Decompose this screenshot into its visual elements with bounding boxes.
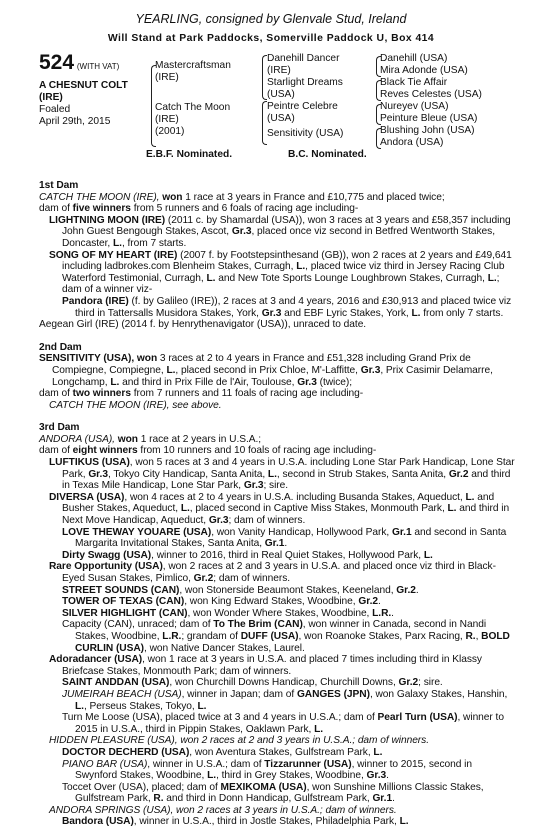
sire-dam-name: Starlight Dreams [267,77,343,88]
second-dam-produce: dam of two winners from 7 runners and 11 foals of racing age including- [39,388,364,400]
produce-piano-bar: PIANO BAR (USA), winner in U.S.A.; dam of Tizzarunner (USA), winner to 2015, second in Swynford Stakes, Woodbine, L., third in Grey Stakes, Woodbine, Gr.3. [62,758,472,782]
produce-adoradancer: Adoradancer (USA), won 1 race at 3 years in U.S.A. and placed 7 times including third in Klassy Briefcase Stakes, Monmouth Park; dam of winners. [49,654,482,677]
produce-toccet-over: Toccet Over (USA), placed; dam of MEXIKOMA (USA), won Sunshine Millions Classic Stakes, Gulfstream Park, R. and third in Donn Handicap, Gulfstream Park, Gr.1. [62,781,484,805]
bc-nomination: B.C. Nominated. [288,149,367,160]
produce-andora-springs: ANDORA SPRINGS (USA), won 2 races at 3 years in U.S.A.; dam of winners. [49,804,397,816]
dam-sire-name: Peintre Celebre [267,101,338,112]
produce-hidden-pleasure: HIDDEN PLEASURE (USA), won 2 races at 2 and 3 years in U.S.A.; dam of winners. [49,735,429,747]
sire-sire-country: (IRE) [267,65,291,76]
ancestor-dds: Blushing John (USA) [380,125,475,136]
sire-dam [267,77,343,101]
g3-ancestors-1 [380,53,468,77]
dam-dam-name: Sensitivity (USA) [267,128,344,139]
produce-rare-opportunity: Rare Opportunity (USA), won 2 races at 2 and 3 years in U.S.A. and placed once viz third in Black-Eyed Susan Stakes, Pimlico, Gr.2; dam of winners. [49,561,496,584]
sire [155,60,231,84]
produce-luftikus: LUFTIKUS (USA), won 5 races at 3 and 4 years in U.S.A. including Lone Star Park Handicap, Lone Star Park, Gr.3, Tokyo City Handicap, Santa Anita, L., second in Strub Stakes, Santa Anita, Gr.2 and third in Texas Mile Handicap, Lone Star Park, Gr.3; sire. [49,457,515,492]
produce-love-theway-youare: LOVE THEWAY YOUARE (USA), won Vanity Handicap, Hollywood Park, Gr.1 and second in Santa Margarita Invitational Stakes, Santa Anita, Gr.1. [62,526,507,550]
third-dam-heading: 3rd Dam [39,422,80,434]
horse-country: (IRE) [39,92,63,103]
ancestor-dsd: Peinture Bleue (USA) [380,113,478,124]
lot-number: 524 [39,51,75,74]
produce-pandora: Pandora (IRE) (f. by Galileo (IRE)), 2 races at 3 and 4 years, 2016 and £30,913 and placed twice viz third in Tattersalls Musidora Stakes, York, Gr.3 and EBF Lyric Stakes, York, L. from only 7 starts. [62,295,512,319]
produce-jumeirah-beach: JUMEIRAH BEACH (USA), winner in Japan; dam of GANGES (JPN), won Galaxy Stakes, Hanshin, L., Perseus Stakes, Tokyo, L. [62,688,508,712]
ancestor-ddd: Andora (USA) [380,137,444,148]
second-dam-intro: SENSITIVITY (USA), won 3 races at 2 to 4 years in France and £51,328 including Grand Prix de Compiegne, Compiegne, L., placed second in Prix Chloe, M'-Laffitte, Gr.3, Prix Casimir Delamarre, Longchamp, L. and third in Prix Fille de l'Air, Toulouse, Gr.3 (twice); [39,353,493,388]
first-dam-intro: CATCH THE MOON (IRE), won 1 race at 3 years in France and £10,775 and placed twice; [39,191,445,203]
produce-dirty-swagg: Dirty Swagg (USA), winner to 2016, third in Real Quiet Stakes, Hollywood Park, L. [62,549,433,561]
nominations [0,149,542,163]
horse-info [39,80,149,128]
produce-doctor-decherd: DOCTOR DECHERD (USA), won Aventura Stakes, Gulfstream Park, L. [62,746,383,758]
ancestor-sds: Black Tie Affair [380,77,448,88]
sire-name: Mastercraftsman [155,60,231,71]
produce-tower-of-texas: TOWER OF TEXAS (CAN), won King Edward Stakes, Woodbine, Gr.2. [62,596,381,608]
third-dam-produce: dam of eight winners from 10 runners and 10 foals of racing age including- [39,445,377,457]
dam [155,102,230,138]
g3-ancestors-3 [380,101,477,125]
produce-silver-highlight: SILVER HIGHLIGHT (CAN), won Wonder Where Stakes, Woodbine, L.R.. [62,607,394,619]
foaled-label: Foaled [39,104,71,115]
foaled-date: April 29th, 2015 [39,116,111,127]
produce-street-sounds: STREET SOUNDS (CAN), won Stonerside Beaumont Stakes, Keeneland, Gr.2. [62,584,419,596]
dam-sire-country: (USA) [267,113,295,124]
ebf-nomination: E.B.F. Nominated. [146,149,233,160]
ancestor-sss: Danehill (USA) [380,53,448,64]
ancestor-sdd: Reves Celestes (USA) [380,89,482,100]
g3-ancestors-4 [380,125,475,149]
ancestor-dss: Nureyev (USA) [380,101,449,112]
produce-turn-me-loose: Turn Me Loose (USA), placed twice at 3 and 4 years in U.S.A.; dam of Pearl Turn (USA), winner to 2015 in U.S.A., third in Pippin Stakes, Oaklawn Park, L. [62,712,504,735]
produce-diversa: DIVERSA (USA), won 4 races at 2 to 4 years in U.S.A. including Busanda Stakes, Aqueduct, L. and Busher Stakes, Aqueduct, L., placed second in Captive Miss Stakes, Monmouth Park, L. and third in Next Move Handicap, Aqueduct, Gr.3; dam of winners. [49,491,510,527]
produce-saint-anddan: SAINT ANDDAN (USA), won Churchill Downs Handicap, Churchill Downs, Gr.2; sire. [62,677,443,689]
sire-sire-name: Danehill Dancer [267,53,340,64]
produce-catch-the-moon: CATCH THE MOON (IRE), see above. [49,399,222,411]
vat-note: (WITH VAT) [76,62,120,71]
sire-country: (IRE) [155,72,179,83]
produce-lightning-moon: LIGHTNING MOON (IRE) (2011 c. by Shamardal (USA)), won 3 races at 3 years and £58,357 including John Guest Bengough Stakes, Ascot, Gr.3, placed once viz second in Betfred Wentworth Stakes, Doncaster, L., from 7 starts. [49,214,511,249]
dam-records [39,180,515,828]
horse-name: A CHESNUT COLT [39,80,128,91]
lot-number-group [39,51,120,74]
dam-country: (IRE) [155,114,179,125]
produce-aegean-girl: Aegean Girl (IRE) (2014 f. by Henrythenavigator (USA)), unraced to date. [39,319,367,331]
ancestor-ssd: Mira Adonde (USA) [380,65,468,76]
stand-location: Will Stand at Park Paddocks, Somerville Paddock U, Box 414 [107,33,435,44]
produce-song-of-my-heart: SONG OF MY HEART (IRE) (2007 f. by Footstepsinthesand (GB)), won 2 races at 2 years and £49,641 including ladbrokes.com Blenheim Stakes, Curragh, L., placed twice viz third in Jersey Racing Club Waterford Testimonial, Curragh, L. and New Tote Sports Lounge Loughbrown Stakes, Curragh, L.; dam of a winner viz- [49,249,512,296]
pedigree-block [0,53,542,149]
dam-sire [267,101,338,125]
g3-ancestors-2 [380,77,482,101]
dam-dam [267,128,343,140]
dam-year: (2001) [155,126,185,137]
sire-dam-country: (USA) [267,89,295,100]
first-dam-heading: 1st Dam [39,180,79,191]
produce-bandora: Bandora (USA), winner in U.S.A., third in Jostle Stakes, Philadelphia Park, L. [62,816,409,828]
third-dam-intro: ANDORA (USA), won 1 race at 2 years in U.S.A.; [39,433,262,445]
page-title: YEARLING, consigned by Glenvale Stud, Ireland [135,12,407,26]
sire-sire [267,53,339,77]
second-dam-heading: 2nd Dam [39,341,82,353]
first-dam-produce: dam of five winners from 5 runners and 6 foals of racing age including- [39,203,359,215]
dam-name: Catch The Moon [155,102,231,113]
produce-capacity: Capacity (CAN), unraced; dam of To The Brim (CAN), won winner in Canada, second in Nandi Stakes, Woodbine, L.R.; grandam of DUFF (USA), won Roanoke Stakes, Parx Racing, R., BOLD CURLIN (USA), won Native Dancer Stakes, Laurel. [62,619,510,654]
